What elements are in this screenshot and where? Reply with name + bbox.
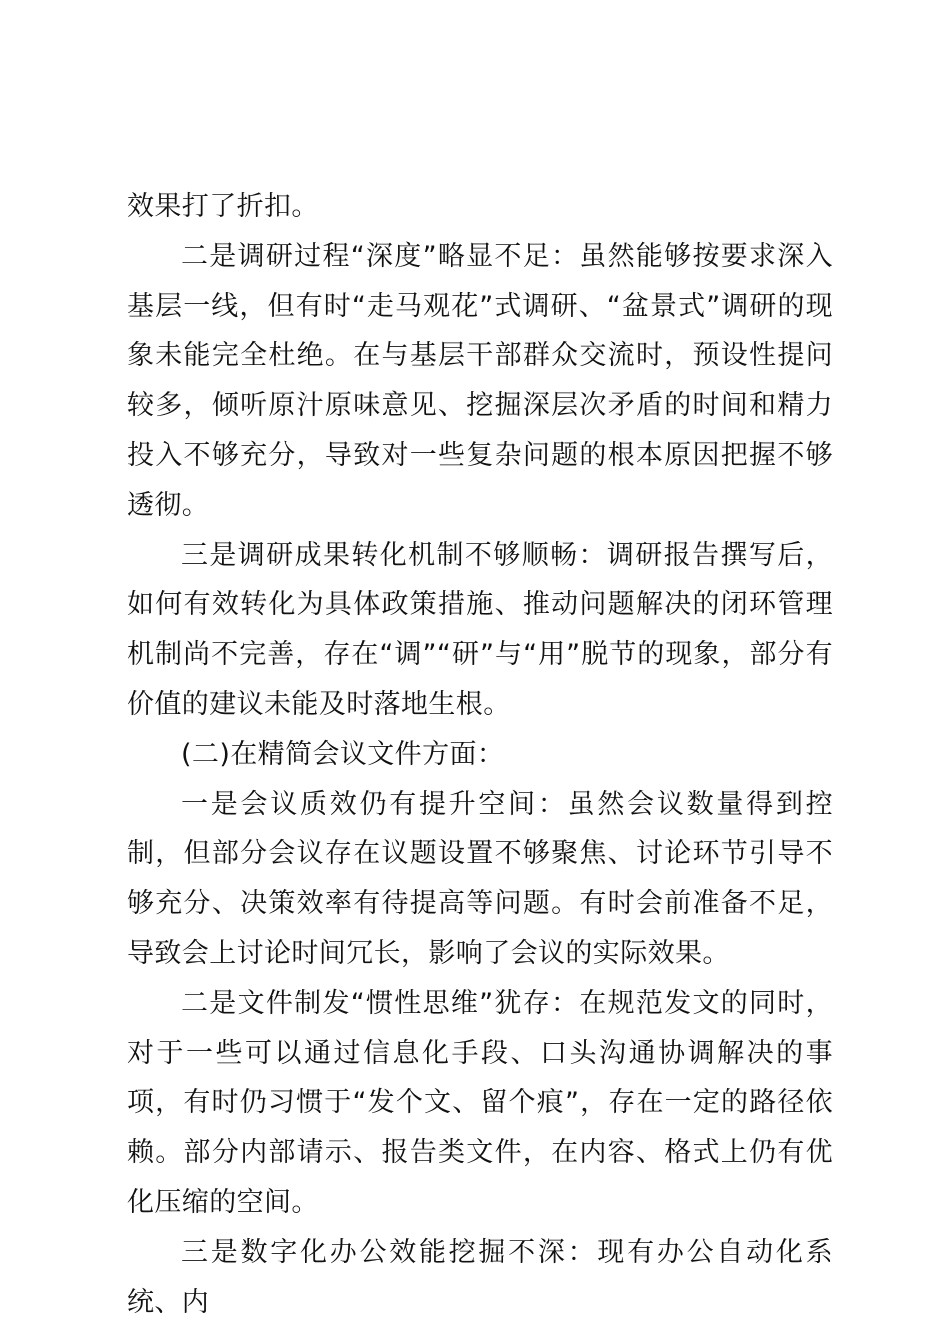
paragraph-digital-office: 三是数字化办公效能挖掘不深：现有办公自动化系统、内 (127, 1236, 833, 1318)
document-body (127, 182, 833, 1327)
paragraph-document-inertia: 二是文件制发“惯性思维”犹存：在规范发文的同时，对于一些可以通过信息化手段、口头沟通协调解决的事项，有时仍习惯于“发个文、留个痕”，存在一定的路径依赖。部分内部请示、报告类文件，在内容、格式上仍有优化压缩的空间。 (127, 987, 833, 1218)
paragraph-continuation: 效果打了折扣。 (127, 191, 319, 222)
paragraph-research-depth: 二是调研过程“深度”略显不足：虽然能够按要求深入基层一线，但有时“走马观花”式调研、“盆景式”调研的现象未能完全杜绝。在与基层干部群众交流时，预设性提问较多，倾听原汁原味意见、挖掘深层次矛盾的时间和精力投入不够充分，导致对一些复杂问题的根本原因把握不够透彻。 (127, 240, 833, 521)
section-heading-meetings-documents: (二)在精简会议文件方面： (181, 738, 505, 770)
paragraph-meeting-quality: 一是会议质效仍有提升空间：虽然会议数量得到控制，但部分会议存在议题设置不够聚焦、讨论环节引导不够充分、决策效率有待提高等问题。有时会前准备不足，导致会上讨论时间冗长，影响了会议的实际效果。 (127, 788, 833, 969)
paragraph-research-conversion: 三是调研成果转化机制不够顺畅：调研报告撰写后，如何有效转化为具体政策措施、推动问题解决的闭环管理机制尚不完善，存在“调”“研”与“用”脱节的现象，部分有价值的建议未能及时落地生根。 (127, 539, 833, 720)
